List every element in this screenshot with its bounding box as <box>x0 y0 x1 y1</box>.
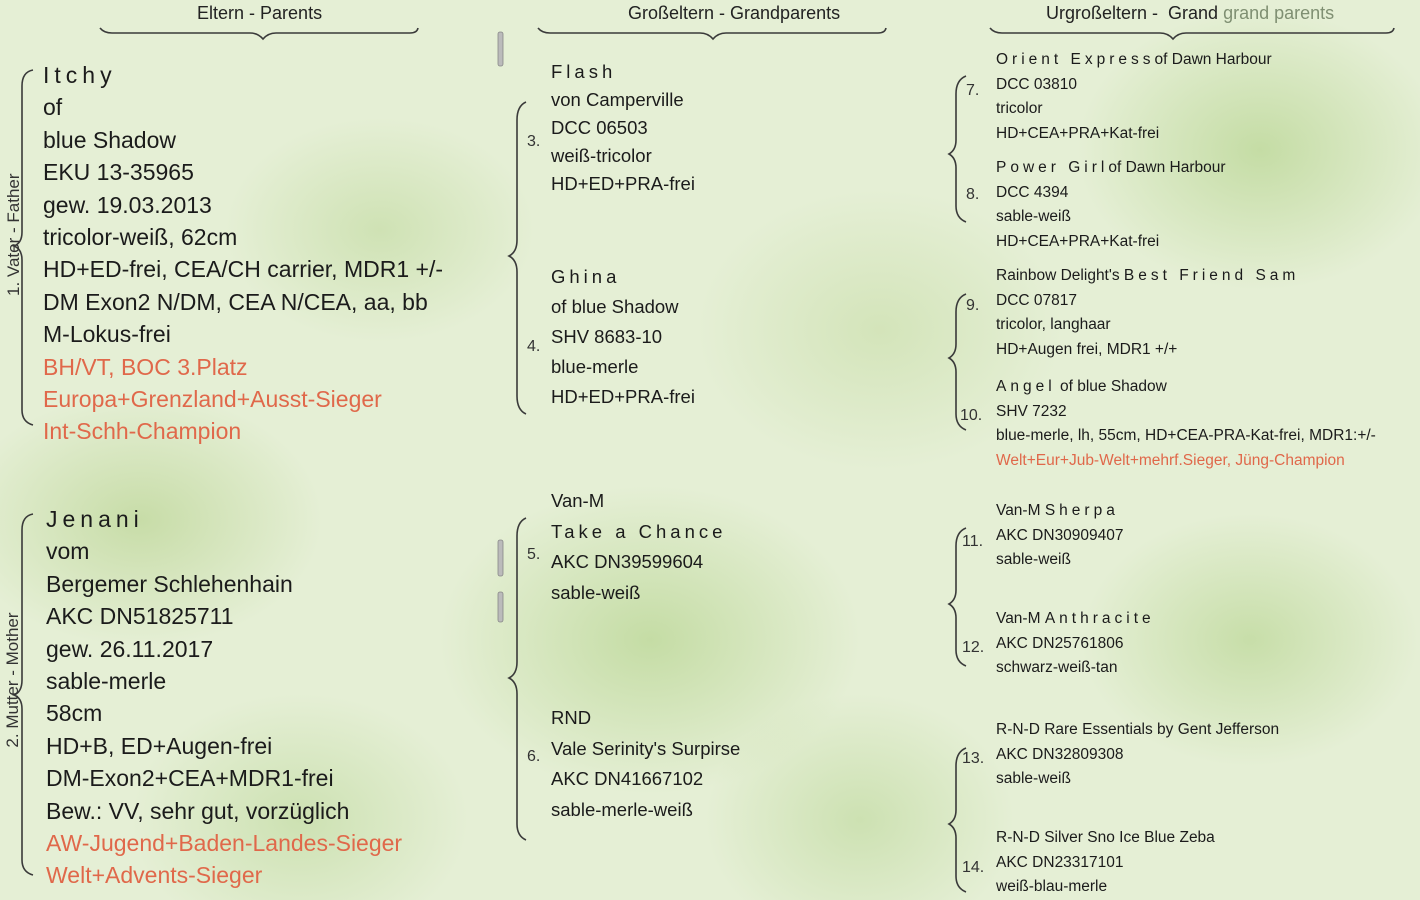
header-grandparents-en: Grandparents <box>730 3 841 23</box>
grandparent-number: 4. <box>527 338 541 355</box>
great-grandparent-line: AKC DN23317101 <box>996 853 1124 871</box>
great-grandparent-title: Welt+Eur+Jub-Welt+mehrf.Sieger, Jüng-Champion <box>996 451 1345 469</box>
grandparent-line: AKC DN39599604 <box>551 551 704 572</box>
great-grandparent-prefix: Rainbow Delight's <box>996 267 1120 284</box>
father-entry <box>43 59 443 448</box>
grandparent-prefix: Van-M <box>551 490 605 511</box>
grandparent-name: Vale Serinity's Surpirse <box>551 737 741 759</box>
great-grandparent-name: R-N-D Rare Essentials by Gent Jefferson <box>996 721 1280 738</box>
grandparent-line: sable-weiß <box>551 581 641 603</box>
great-grandparent-suffix: of Dawn Harbour <box>1154 51 1272 68</box>
great-grandparent-name: Orient Express <box>996 51 1155 68</box>
mother-line: AKC DN51825711 <box>46 603 234 630</box>
side-label-mother: 2. Mutter - Mother <box>3 612 22 748</box>
grandparent-line: of blue Shadow <box>551 296 679 317</box>
header-parents: Eltern - Parents <box>197 3 323 23</box>
great-grandparent-title-line <box>996 607 1155 632</box>
great-grandparent-number: 13. <box>962 750 985 767</box>
father-title: Int-Schh-Champion <box>43 418 242 445</box>
great-grandparent-title-line <box>996 48 1272 73</box>
grandparent-line: sable-merle-weiß <box>551 798 693 820</box>
great-grandparent-suffix: of blue Shadow <box>1059 378 1167 395</box>
great-grandparent-line: HD+CEA+PRA+Kat-frei <box>996 124 1160 142</box>
grandparent-line: AKC DN41667102 <box>551 768 704 789</box>
grandparent-number: 3. <box>527 133 541 150</box>
mother-name: Jenani <box>46 506 144 532</box>
father-line: gew. 19.03.2013 <box>43 191 212 218</box>
great-grandparent-line: HD+Augen frei, MDR1 +/+ <box>996 340 1178 358</box>
great-grandparent-suffix: of Dawn Harbour <box>1108 159 1226 176</box>
father-line: DM Exon2 N/DM, CEA N/CEA, aa, bb <box>43 288 428 315</box>
great-grandparent-number: 8. <box>966 186 980 203</box>
grandparent-5 <box>551 486 726 608</box>
great-grandparent-name: Anthracite <box>1044 610 1155 627</box>
header-great-en-b: grand parents <box>1223 3 1335 23</box>
grandparent-line: von Camperville <box>551 89 684 110</box>
great-grandparent-line: HD+CEA+PRA+Kat-frei <box>996 232 1160 250</box>
father-line: of <box>43 94 63 121</box>
great-grandparent-line: sable-weiß <box>996 770 1071 787</box>
great-grandparent-title-line <box>996 375 1376 400</box>
father-line: HD+ED-frei, CEA/CH carrier, MDR1 +/- <box>43 256 444 283</box>
grandparent-number: 6. <box>527 748 541 765</box>
great-grandparent-9 <box>996 264 1299 362</box>
great-grandparent-7 <box>996 48 1272 146</box>
father-title: BH/VT, BOC 3.Platz <box>43 353 248 380</box>
great-grandparent-name: Angel <box>996 378 1056 395</box>
great-grandparent-title-line <box>996 264 1299 289</box>
grandparent-6 <box>551 703 740 825</box>
grandparent-line: HD+ED+PRA-frei <box>551 386 695 407</box>
header-parents-en: Parents <box>260 3 323 23</box>
mother-line: sable-merle <box>46 668 167 695</box>
grandparent-line: DCC 06503 <box>551 117 648 138</box>
great-grandparent-number: 11. <box>962 533 984 550</box>
header-great-de: Urgroßeltern <box>1046 3 1148 23</box>
grandparent-name: Flash <box>551 61 617 82</box>
header-parents-de: Eltern <box>197 3 245 23</box>
grandparent-prefix: RND <box>551 707 592 728</box>
grandparent-line: HD+ED+PRA-frei <box>551 173 695 194</box>
great-grandparent-line: DCC 03810 <box>996 75 1077 93</box>
header-great-en-a: Grand <box>1168 3 1219 23</box>
mother-line: Bew.: VV, sehr gut, vorzüglich <box>46 797 350 824</box>
mother-line: HD+B, ED+Augen-frei <box>46 732 273 759</box>
great-grandparent-number: 7. <box>966 82 980 99</box>
great-grandparent-line: sable-weiß <box>996 551 1071 568</box>
great-grandparent-14 <box>996 826 1215 900</box>
great-grandparent-line: sable-weiß <box>996 208 1071 225</box>
mother-line: DM-Exon2+CEA+MDR1-frei <box>46 765 334 792</box>
great-grandparent-line: SHV 7232 <box>996 402 1067 420</box>
mother-line: gew. 26.11.2017 <box>46 635 214 662</box>
grandparent-4 <box>551 262 695 412</box>
side-label-father: 1. Vater - Father <box>4 173 23 296</box>
great-grandparent-line: DCC 4394 <box>996 183 1069 201</box>
great-grandparent-name: Power Girl <box>996 159 1109 176</box>
father-title: Europa+Grenzland+Ausst-Sieger <box>43 386 382 413</box>
great-grandparent-line: tricolor <box>996 100 1043 117</box>
grandparent-name: Ghina <box>551 266 621 287</box>
header-great-grandparents: Urgroßeltern - Grand grand parents <box>1046 3 1335 23</box>
mother-line: vom <box>46 538 90 565</box>
great-grandparent-line: weiß-blau-merle <box>996 878 1108 895</box>
great-grandparent-number: 10. <box>960 407 983 424</box>
grandparent-line: blue-merle <box>551 356 639 377</box>
father-line: M-Lokus-frei <box>43 321 171 348</box>
great-grandparent-line: schwarz-weiß-tan <box>996 659 1118 676</box>
great-grandparent-12 <box>996 607 1155 681</box>
great-grandparent-title-line <box>996 499 1124 524</box>
great-grandparent-prefix: Van-M <box>996 610 1041 627</box>
mother-line: 58cm <box>46 700 103 727</box>
mother-title: Welt+Advents-Sieger <box>46 862 263 889</box>
grandparent-3 <box>551 58 695 198</box>
great-grandparent-number: 9. <box>966 297 980 314</box>
father-line: tricolor-weiß, 62cm <box>43 224 238 251</box>
mother-line: Bergemer Schlehenhain <box>46 570 293 597</box>
father-line: blue Shadow <box>43 126 176 153</box>
great-grandparent-line: DCC 07817 <box>996 291 1077 309</box>
great-grandparent-line: tricolor, langhaar <box>996 316 1111 333</box>
great-grandparent-name: Sherpa <box>1044 502 1119 519</box>
header-grandparents: Großeltern - Grandparents <box>628 3 841 23</box>
header-grandparents-de: Großeltern <box>628 3 715 23</box>
father-name: Itchy <box>43 62 117 88</box>
mother-title: AW-Jugend+Baden-Landes-Sieger <box>46 830 403 857</box>
great-grandparent-11 <box>996 499 1124 573</box>
grandparent-name: Take a Chance <box>551 520 727 542</box>
grandparent-line: weiß-tricolor <box>551 145 652 166</box>
grandparent-line: SHV 8683-10 <box>551 326 663 347</box>
great-grandparent-prefix: Van-M <box>996 502 1041 519</box>
mother-entry <box>46 503 402 892</box>
great-grandparent-number: 12. <box>962 639 985 656</box>
great-grandparent-line: AKC DN32809308 <box>996 745 1124 763</box>
great-grandparent-name: R-N-D Silver Sno Ice Blue Zeba <box>996 829 1215 846</box>
great-grandparent-title-line <box>996 156 1226 181</box>
great-grandparent-8 <box>996 156 1226 254</box>
great-grandparent-line: AKC DN25761806 <box>996 634 1124 652</box>
father-line: EKU 13-35965 <box>43 159 194 186</box>
great-grandparent-number: 14. <box>962 859 985 876</box>
great-grandparent-line: blue-merle, lh, 55cm, HD+CEA-PRA-Kat-frei, MDR1:+/- <box>996 427 1376 444</box>
great-grandparent-name: Best Friend Sam <box>1123 267 1300 284</box>
grandparent-number: 5. <box>527 546 541 563</box>
great-grandparent-13 <box>996 718 1279 792</box>
great-grandparent-10 <box>996 375 1376 473</box>
great-grandparent-line: AKC DN30909407 <box>996 526 1124 544</box>
